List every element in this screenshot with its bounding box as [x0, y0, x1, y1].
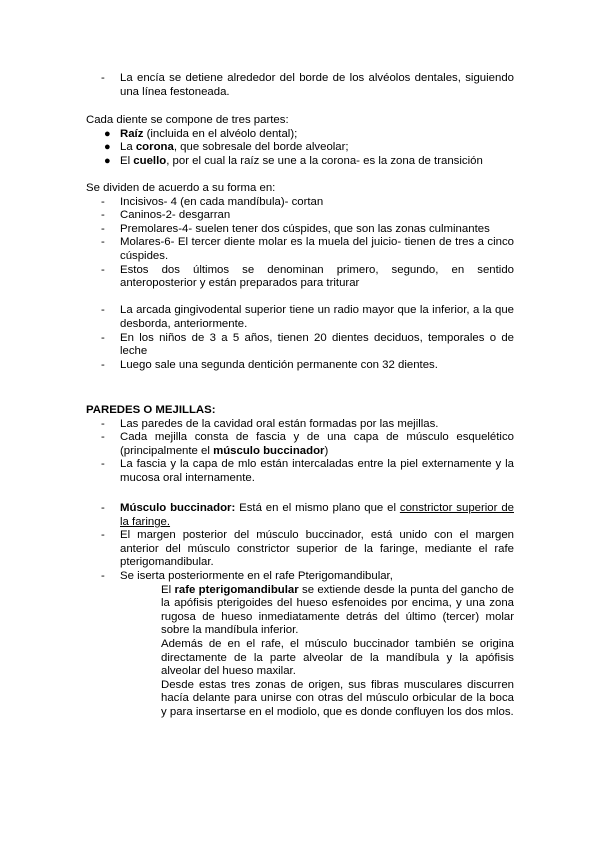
list-item: - Premolares-4- suelen tener dos cúspides, que son las zonas culminantes	[101, 222, 490, 235]
list-item: - Molares-6- El tercer diente molar es la muela del juicio- tienen de tres a cinco cúspides.	[101, 236, 514, 262]
term-corona: corona	[135, 141, 174, 154]
parts-section	[86, 114, 514, 168]
sub-list-item: Además de en el rafe, el músculo buccinador también se origina directamente de la parte alveolar de la mandíbula y la apófisis alveolar del hueso maxilar.	[161, 637, 514, 678]
list-item: - Músculo buccinador: Está en el mismo plano que el constrictor superior de la faringe.	[101, 502, 514, 528]
sub-list-item: El rafe pterigomandibular se extiende desde la punta del gancho de la apófisis pterigoides del hueso esfenoides por encima, y una zona rugosa de hueso inmediatamente detrás del último (tercer) molar sobre la mandíbula inferior.	[161, 583, 514, 637]
sub-list-item: Desde estas tres zonas de origen, sus fibras musculares discurren hacía delante para unirse con otras del músculo orbicular de la boca y para insertarse en el modiolo, que es donde confluyen los dos mlos.	[161, 678, 514, 718]
parts-heading: Cada diente se compone de tres partes:	[86, 114, 289, 126]
list-item: - Caninos-2- desgarran	[101, 209, 231, 222]
intro-section	[86, 72, 514, 99]
intro-text: La encía se detiene alrededor del borde de los alvéolos dentales, siguiendo una línea festoneada.	[120, 72, 514, 98]
term-raiz: Raíz	[120, 127, 144, 140]
term-cuello: cuello	[133, 154, 167, 167]
list-item: - Estos dos últimos se denominan primero, segundo, en sentido anteroposterior y están preparados para triturar	[101, 263, 514, 290]
list-item: - Cada mejilla consta de fascia y de una capa de músculo esquelético (principalmente el músculo buccinador)	[101, 431, 514, 457]
list-item: ● El cuello, por el cual la raíz se une a la corona- es la zona de transición	[104, 154, 483, 167]
buccinator-section	[86, 502, 514, 720]
walls-section	[86, 404, 514, 486]
list-item: - En los niños de 3 a 5 años, tienen 20 dientes deciduos, temporales o de leche	[101, 331, 514, 358]
underlined-term: constrictor superior de la faringe.	[120, 502, 514, 528]
list-item	[86, 72, 514, 99]
list-item: - El margen posterior del músculo buccinador, está unido con el margen anterior del músculo constrictor superior de la faringe, mediante el rafe pterigomandibular.	[101, 529, 514, 569]
list-item: - La arcada gingivodental superior tiene un radio mayor que la inferior, a la que desborda, anteriormente.	[101, 304, 514, 330]
list-item: ● La corona, que sobresale del borde alveolar;	[104, 141, 349, 154]
list-item: - Las paredes de la cavidad oral están formadas por las mejillas.	[101, 417, 439, 430]
list-item: ● Raíz (incluida en el alvéolo dental);	[104, 127, 298, 140]
forms-heading: Se dividen de acuerdo a su forma en:	[86, 182, 276, 194]
bullet-marker: ●	[104, 127, 111, 140]
bullet-marker: ●	[104, 141, 111, 154]
list-item: - La fascia y la capa de mlo están intercaladas entre la piel externamente y la mucosa oral internamente.	[101, 458, 514, 484]
section-title: PAREDES O MEJILLAS:	[86, 404, 216, 416]
list-item: - Luego sale una segunda dentición permanente con 32 dientes.	[101, 358, 438, 371]
list-item: - Incisivos- 4 (en cada mandíbula)- cortan	[101, 195, 324, 208]
list-item: - Se iserta posteriormente en el rafe Pterigomandibular,	[101, 569, 393, 582]
dash-marker: -	[101, 72, 105, 84]
forms-section	[86, 182, 514, 372]
bullet-marker: ●	[104, 154, 111, 167]
